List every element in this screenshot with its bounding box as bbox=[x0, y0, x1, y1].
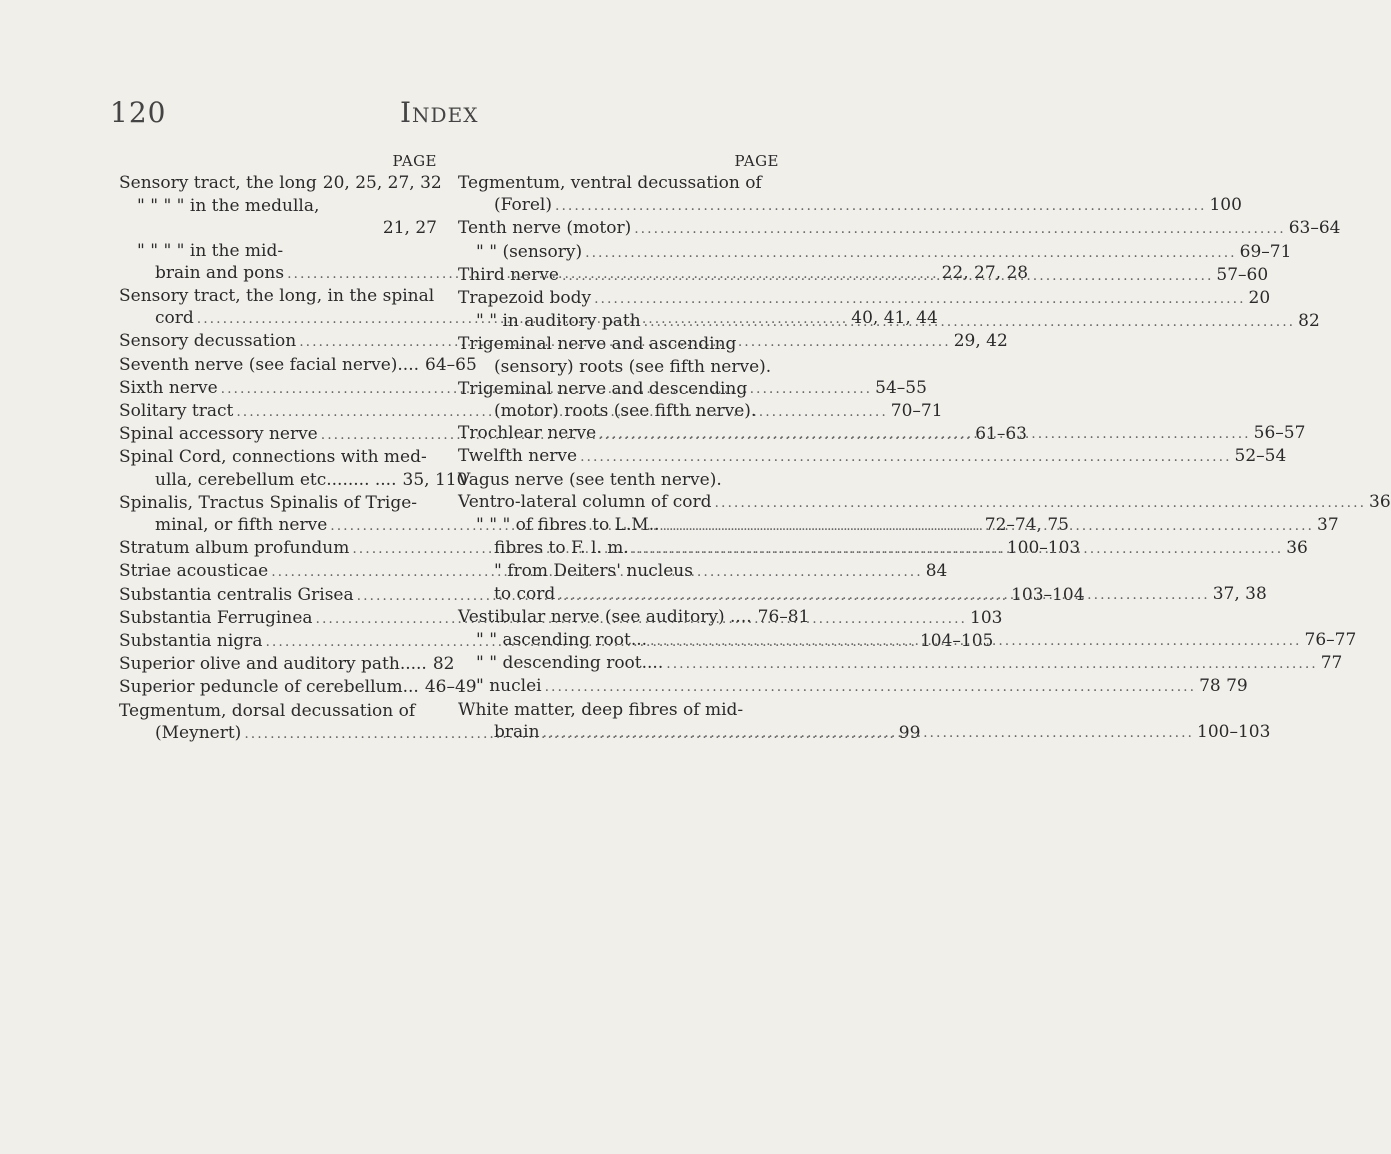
index-entry-text: " " " " in the mid- bbox=[137, 240, 284, 261]
index-entry-page: 84 bbox=[925, 561, 948, 582]
index-entry-text: Substantia Ferruginea bbox=[119, 607, 313, 628]
index-entry-text: Vestibular nerve (see auditory) .... bbox=[458, 606, 752, 627]
index-entry-text: Twelfth nerve bbox=[458, 446, 578, 467]
index-entry bbox=[119, 653, 455, 676]
index-entry-text: Seventh nerve (see facial nerve).... bbox=[119, 354, 419, 375]
index-entry-text: Superior peduncle of cerebellum... bbox=[119, 677, 419, 698]
page-column-label: PAGE bbox=[734, 152, 779, 170]
index-entry-text: Substantia centralis Grisea bbox=[119, 584, 354, 605]
index-entry-text: " " ascending root... bbox=[476, 630, 648, 651]
index-entry bbox=[119, 354, 477, 377]
index-entry-page: 78 79 bbox=[1199, 676, 1248, 697]
index-entry-text: Tegmentum, dorsal decussation of bbox=[119, 700, 416, 721]
index-entry-text: Superior olive and auditory path..... bbox=[119, 654, 427, 675]
index-entry-text: " from Deiters' nucleus bbox=[494, 561, 693, 582]
index-entry-page: 64–65 bbox=[425, 354, 477, 375]
index-entry bbox=[458, 491, 1391, 514]
leader-dots bbox=[634, 218, 1285, 240]
leader-dots bbox=[562, 265, 1213, 287]
page-number: 120 bbox=[110, 96, 167, 129]
leader-dots bbox=[558, 584, 1209, 606]
index-entry bbox=[119, 492, 437, 514]
index-entry bbox=[119, 469, 468, 492]
index-entry-text: Sensory tract, the long, in the spinal bbox=[119, 286, 435, 307]
index-entry bbox=[458, 400, 779, 422]
index-entry-text: Spinal accessory nerve bbox=[119, 424, 318, 445]
index-entry-page: 22, 27, 28 bbox=[941, 262, 1029, 283]
index-entry-page: 37, 38 bbox=[1212, 583, 1267, 604]
index-entry-text: fibres to F. l. m. bbox=[494, 538, 629, 559]
index-entry bbox=[458, 560, 779, 582]
index-entry-text: " " descending root.... bbox=[476, 653, 664, 674]
index-entry-text: Tegmentum, ventral decussation of bbox=[458, 173, 762, 193]
leader-dots bbox=[715, 492, 1366, 514]
index-entry-page: 36 bbox=[1369, 491, 1391, 512]
leader-dots bbox=[644, 311, 1295, 333]
index-entry-page: 100–103 bbox=[1006, 538, 1081, 559]
index-entry-page: 77 bbox=[1320, 653, 1343, 674]
leader-dots bbox=[632, 538, 1283, 560]
leader-dots bbox=[663, 515, 1314, 537]
index-entry-page: 29, 42 bbox=[953, 331, 1008, 352]
index-entry-text: Vagus nerve (see tenth nerve). bbox=[458, 469, 722, 490]
index-entry-text: " " in auditory path bbox=[476, 311, 641, 332]
index-entry-page: 99 bbox=[898, 722, 921, 743]
index-entry-page: 21, 27 bbox=[382, 218, 437, 239]
index-entry bbox=[458, 445, 1287, 468]
index-entry bbox=[458, 675, 1248, 698]
running-header: Index bbox=[400, 96, 479, 129]
index-entry bbox=[458, 378, 779, 400]
index-entry-text: " " " of fibres to L.M.. bbox=[476, 515, 660, 536]
index-entry-text: cord bbox=[155, 308, 194, 329]
index-entry-page: 56–57 bbox=[1253, 423, 1306, 444]
leader-dots bbox=[666, 653, 1317, 675]
index-entry-text: Trochlear nerve bbox=[458, 423, 597, 444]
page-column-label: PAGE bbox=[392, 152, 437, 170]
index-entry bbox=[458, 652, 1343, 675]
leader-dots bbox=[543, 722, 1194, 744]
index-entry-page: 52–54 bbox=[1234, 446, 1287, 467]
index-entry-page: 100 bbox=[1209, 195, 1242, 216]
index-entry bbox=[458, 217, 1341, 240]
index-entry-page: 57–60 bbox=[1216, 264, 1269, 285]
index-entry-text: Sensory tract, the long bbox=[119, 173, 317, 193]
index-entry bbox=[119, 240, 437, 262]
index-entry-text: Trigeminal nerve and ascending bbox=[458, 334, 737, 355]
leader-dots bbox=[650, 630, 1301, 652]
index-entry bbox=[458, 699, 779, 721]
index-entry bbox=[119, 195, 437, 217]
index-entry bbox=[119, 446, 437, 468]
index-entry bbox=[458, 469, 779, 491]
index-entry-page: 54–55 bbox=[875, 377, 927, 398]
index-entry-page: 70–71 bbox=[890, 401, 943, 422]
index-entry-page: 100–103 bbox=[1197, 721, 1271, 742]
leader-dots bbox=[594, 288, 1245, 310]
index-entry-text: (sensory) roots (see fifth nerve). bbox=[494, 356, 772, 377]
index-entry-page: 61–63 bbox=[975, 424, 1027, 445]
index-entry-text: Stratum album profundum bbox=[119, 538, 350, 559]
index-entry-page: 37 bbox=[1317, 515, 1339, 536]
index-entry-text: Tenth nerve (motor) bbox=[458, 218, 632, 239]
index-entry-text: Striae acousticae bbox=[119, 561, 269, 582]
index-entry-text: brain bbox=[494, 721, 540, 742]
leader-dots bbox=[599, 423, 1250, 445]
index-entry bbox=[119, 700, 437, 722]
leader-dots bbox=[555, 195, 1206, 217]
index-entry-text: (Meynert) bbox=[155, 722, 242, 743]
index-entry-page: 103–104 bbox=[1011, 584, 1085, 605]
index-entry-text: Spinal Cord, connections with med- bbox=[119, 447, 427, 468]
leader-dots bbox=[585, 242, 1236, 264]
index-entry-page: 72–74, 75 bbox=[984, 515, 1069, 536]
index-entry-page: 20, 25, 27, 32 bbox=[322, 173, 442, 193]
index-entry-text: Substantia nigra bbox=[119, 631, 263, 652]
index-entry bbox=[458, 241, 1292, 264]
index-entry-text: Sixth nerve bbox=[119, 377, 218, 398]
index-entry bbox=[458, 194, 1242, 217]
index-entry-text: " nuclei bbox=[476, 676, 542, 697]
index-entry bbox=[458, 287, 1271, 310]
index-entry bbox=[458, 356, 779, 378]
index-entry-page: 76–81 bbox=[757, 606, 810, 627]
index-entry-page: 76–77 bbox=[1304, 630, 1357, 651]
leader-dots bbox=[580, 446, 1231, 468]
index-entry-text: " " " " in the medulla, bbox=[137, 196, 320, 217]
index-entry-text: minal, or fifth nerve bbox=[155, 515, 328, 536]
index-entry-text: ulla, cerebellum etc........ .... bbox=[155, 469, 397, 490]
index-entry bbox=[458, 333, 779, 355]
index-entry-page: 36 bbox=[1286, 538, 1308, 559]
index-entry bbox=[458, 606, 810, 629]
index-entry-text: Third nerve bbox=[458, 264, 559, 285]
index-entry bbox=[119, 172, 442, 195]
leader-dots bbox=[545, 676, 1196, 698]
index-entry-page: 20 bbox=[1248, 288, 1271, 309]
index-entry-text: White matter, deep fibres of mid- bbox=[458, 699, 744, 720]
index-entry-text: Trigeminal nerve and descending bbox=[458, 378, 748, 399]
index-entry-page: 46–49 bbox=[424, 677, 477, 698]
index-entry-text: " " (sensory) bbox=[476, 241, 583, 262]
index-entry-text: (motor) roots (see fifth nerve). bbox=[494, 401, 757, 422]
index-entry-page: 69–71 bbox=[1239, 241, 1292, 262]
index-entry-text: to cord bbox=[494, 583, 556, 604]
index-entry-page: 82 bbox=[1298, 311, 1320, 332]
index-entry bbox=[119, 676, 477, 699]
index-entry-text: Ventro-lateral column of cord bbox=[458, 491, 712, 512]
index-entry-page: 82 bbox=[432, 654, 455, 675]
index-entry-text: Sensory decussation bbox=[119, 331, 297, 352]
index-entry-page: 104–105 bbox=[919, 631, 994, 652]
index-entry-text: brain and pons bbox=[155, 262, 285, 283]
index-entry-page: 40, 41, 44 bbox=[851, 308, 938, 329]
index-entry-page: 63–64 bbox=[1288, 218, 1341, 239]
index-entry-text: Trapezoid body bbox=[458, 288, 592, 309]
index-entry bbox=[119, 285, 437, 307]
index-entry bbox=[458, 172, 779, 194]
index-entry-text: Solitary tract bbox=[119, 401, 234, 422]
index-entry-text: Spinalis, Tractus Spinalis of Trige- bbox=[119, 492, 418, 513]
index-entry bbox=[119, 217, 437, 239]
index-entry-page: 35, 110 bbox=[402, 469, 468, 490]
index-entry-text: (Forel) bbox=[494, 195, 552, 216]
index-entry-page: 103 bbox=[970, 607, 1003, 628]
